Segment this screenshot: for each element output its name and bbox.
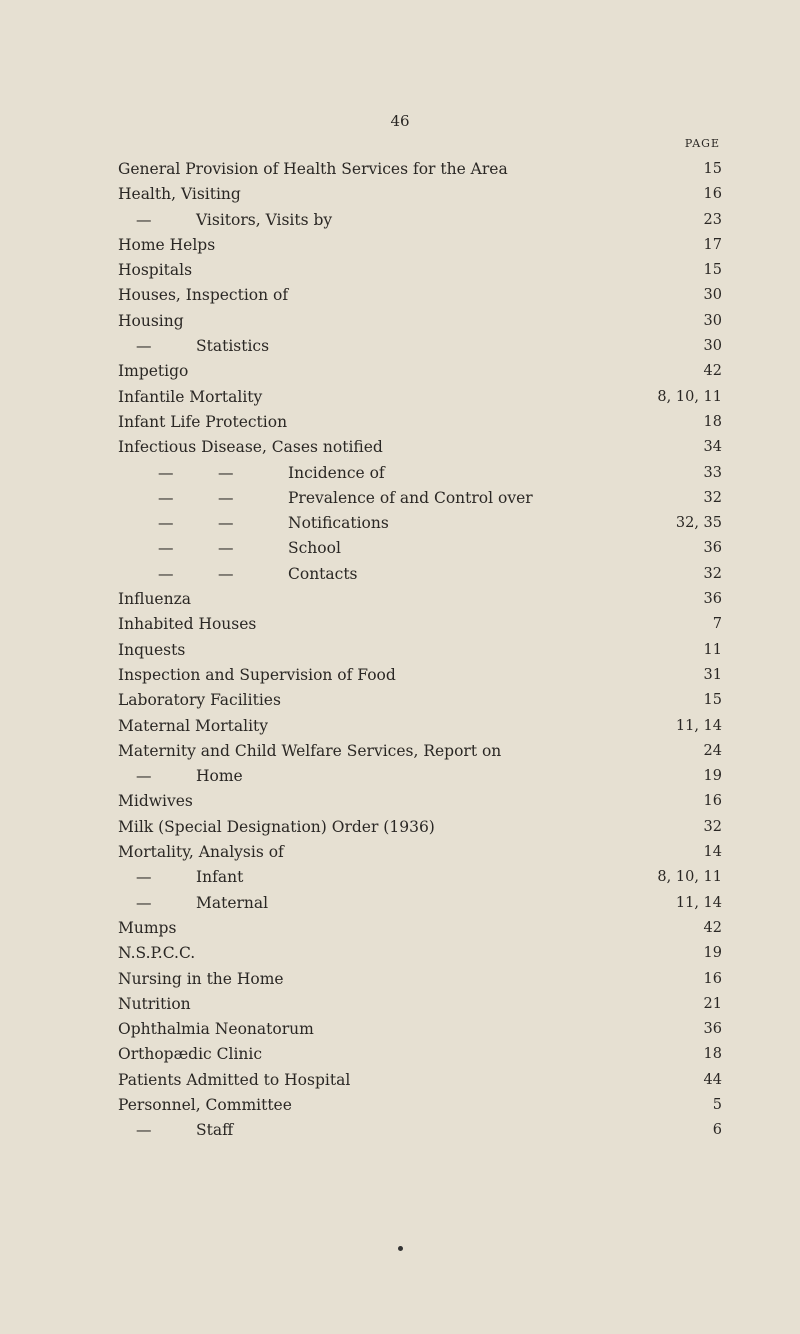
entry-pages: 30: [703, 338, 722, 355]
entry-label: — Maternal: [118, 891, 274, 916]
entry-pages: 7: [712, 616, 722, 633]
entry-label: Influenza: [118, 587, 197, 612]
index-entry: [118, 992, 722, 1017]
entry-label: — — Notifications: [118, 511, 395, 536]
entry-pages: 8, 10, 11: [657, 388, 722, 405]
index-entry: [118, 359, 722, 384]
entry-label: — Staff: [118, 1118, 239, 1143]
entry-pages: 15: [703, 692, 722, 709]
entry-label: Infectious Disease, Cases notified: [118, 435, 389, 460]
entry-label: Nutrition: [118, 992, 197, 1017]
entry-label: Inhabited Houses: [118, 612, 262, 637]
entry-pages: 6: [712, 1122, 722, 1139]
entry-label: Milk (Special Designation) Order (1936): [118, 815, 441, 840]
entry-label: Ophthalmia Neonatorum: [118, 1017, 320, 1042]
entry-pages: 44: [703, 1071, 722, 1088]
entry-pages: 15: [703, 161, 722, 177]
entry-label: Home Helps: [118, 233, 221, 258]
entry-pages: 32: [703, 818, 722, 835]
entry-pages: 32: [703, 565, 722, 582]
index-entry: [118, 208, 722, 233]
entry-label: Nursing in the Home: [118, 967, 290, 992]
index-entry: [118, 688, 722, 713]
index-entry: [118, 410, 722, 435]
page-number: 46: [390, 112, 410, 130]
entry-label: — Visitors, Visits by: [118, 208, 338, 233]
entry-pages: 16: [703, 970, 722, 987]
index-entry: [118, 1068, 722, 1093]
entry-pages: 18: [703, 413, 722, 430]
index-entry: [118, 891, 722, 916]
entry-label: — Statistics: [118, 334, 275, 359]
entry-pages: 30: [703, 287, 722, 304]
entry-label: — Home: [118, 764, 249, 789]
entry-label: Inquests: [118, 638, 191, 663]
entry-label: Orthopædic Clinic: [118, 1042, 268, 1067]
index-entry: [118, 435, 722, 460]
index-entry: [118, 309, 722, 334]
index-entry: [118, 612, 722, 637]
index-entry: [118, 1093, 722, 1118]
index-entry: [118, 385, 722, 410]
index-entries: [118, 157, 722, 1144]
entry-pages: 31: [703, 666, 722, 683]
entry-label: Impetigo: [118, 359, 194, 384]
index-entry: [118, 536, 722, 561]
entry-pages: 42: [703, 919, 722, 936]
entry-label: Mumps: [118, 916, 182, 941]
entry-pages: 32: [703, 489, 722, 506]
index-entry: [118, 334, 722, 359]
index-entry: [118, 587, 722, 612]
index-entry: [118, 840, 722, 865]
entry-pages: 42: [703, 363, 722, 380]
index-entry: [118, 967, 722, 992]
entry-label: — Infant: [118, 865, 249, 890]
entry-label: N.S.P.C.C.: [118, 941, 201, 966]
entry-pages: 17: [703, 236, 722, 253]
entry-pages: 19: [703, 768, 722, 785]
entry-pages: 36: [703, 591, 722, 608]
index-entry: [118, 739, 722, 764]
entry-label: Maternity and Child Welfare Services, Report on: [118, 739, 507, 764]
index-entry: [118, 182, 722, 207]
index-entry: [118, 663, 722, 688]
entry-pages: 23: [703, 211, 722, 228]
entry-pages: 30: [703, 312, 722, 329]
index-entry: [118, 157, 722, 182]
entry-pages: 24: [703, 742, 722, 759]
entry-pages: 8, 10, 11: [657, 869, 722, 886]
entry-pages: 11: [703, 641, 722, 658]
entry-pages: 32, 35: [675, 515, 722, 532]
entry-pages: 36: [703, 540, 722, 557]
entry-pages: 21: [703, 995, 722, 1012]
entry-pages: 16: [703, 186, 722, 203]
entry-label: Houses, Inspection of: [118, 283, 294, 308]
entry-pages: 18: [703, 1046, 722, 1063]
index-entry: [118, 1017, 722, 1042]
index-entry: [118, 486, 722, 511]
entry-label: Laboratory Facilities: [118, 688, 287, 713]
entry-pages: 19: [703, 945, 722, 962]
entry-label: Inspection and Supervision of Food: [118, 663, 402, 688]
entry-pages: 15: [703, 262, 722, 279]
index-entry: [118, 714, 722, 739]
index-entry: [118, 258, 722, 283]
index-entry: [118, 789, 722, 814]
entry-label: General Provision of Health Services for the Area: [118, 157, 514, 182]
entry-label: — — School: [118, 536, 347, 561]
entry-pages: 11, 14: [675, 717, 722, 734]
index-entry: [118, 638, 722, 663]
entry-label: — — Contacts: [118, 562, 364, 587]
entry-label: Hospitals: [118, 258, 198, 283]
entry-pages: 33: [703, 464, 722, 481]
page-column-header: PAGE: [684, 137, 720, 150]
entry-pages: 34: [703, 439, 722, 456]
index-entry: [118, 764, 722, 789]
index-entry: [118, 916, 722, 941]
ink-speck: [398, 1246, 403, 1251]
entry-label: Infantile Mortality: [118, 385, 268, 410]
entry-label: Personnel, Committee: [118, 1093, 298, 1118]
entry-label: Housing: [118, 309, 190, 334]
index-entry: [118, 461, 722, 486]
index-entry: [118, 511, 722, 536]
index-entry: [118, 1042, 722, 1067]
entry-label: Health, Visiting: [118, 182, 247, 207]
entry-label: — — Incidence of: [118, 461, 391, 486]
index-entry: [118, 562, 722, 587]
entry-pages: 14: [703, 844, 722, 861]
entry-label: Patients Admitted to Hospital: [118, 1068, 356, 1093]
index-entry: [118, 1118, 722, 1143]
index-entry: [118, 815, 722, 840]
entry-pages: 11, 14: [675, 894, 722, 911]
entry-pages: 36: [703, 1021, 722, 1038]
entry-pages: 16: [703, 793, 722, 810]
index-entry: [118, 865, 722, 890]
entry-label: Maternal Mortality: [118, 714, 274, 739]
entry-label: Mortality, Analysis of: [118, 840, 290, 865]
entry-label: — — Prevalence of and Control over: [118, 486, 539, 511]
index-entry: [118, 233, 722, 258]
index-entry: [118, 283, 722, 308]
entry-pages: 5: [712, 1096, 722, 1113]
index-entry: [118, 941, 722, 966]
entry-label: Infant Life Protection: [118, 410, 293, 435]
entry-label: Midwives: [118, 789, 199, 814]
